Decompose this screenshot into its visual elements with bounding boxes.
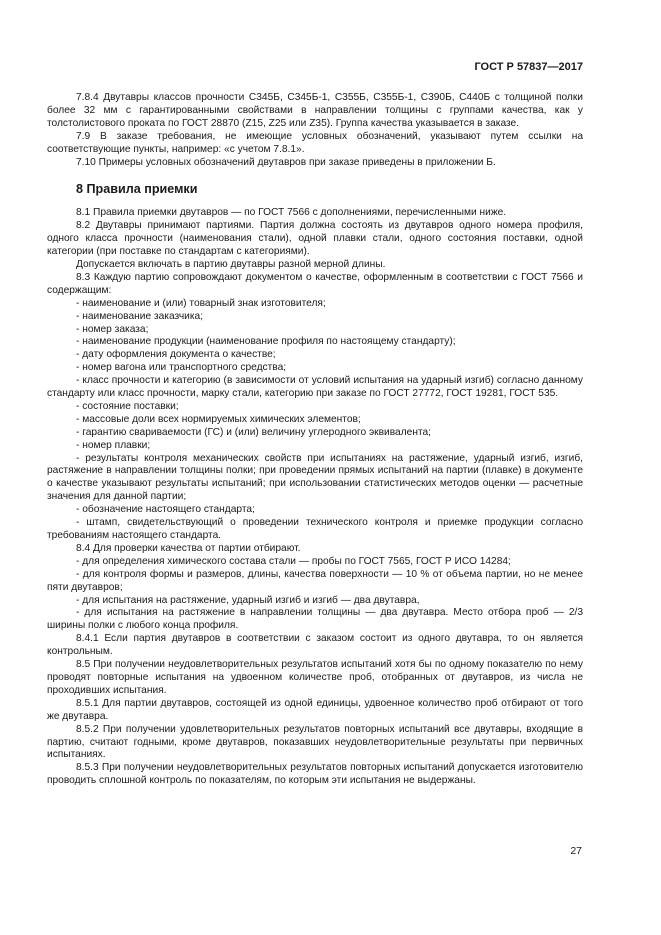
list-item: - состояние поставки; <box>76 400 179 412</box>
section-heading: 8 Правила приемки <box>76 182 198 197</box>
list-item: - номер вагона или транспортного средства; <box>76 362 287 374</box>
list-item: - номер заказа; <box>76 323 149 335</box>
paragraph: 8.5 При получении неудовлетворительных результатов испытаний хотя бы по одному показателю по нему проводят повторные испытания на удвоенном количестве проб, отобранных от двутавров, из числа не проходивших испытания. <box>47 659 583 696</box>
section-7-tail <box>47 92 583 169</box>
list-item: - гарантию свариваемости (ГС) и (или) величину углеродного эквивалента; <box>76 426 431 438</box>
paragraph: Допускается включать в партию двутавры разной мерной длины. <box>76 258 386 270</box>
list-item: - для испытания на растяжение, ударный изгиб и изгиб — два двутавра, <box>76 594 420 606</box>
list-item: - обозначение настоящего стандарта; <box>76 504 255 516</box>
list-item: - результаты контроля механических свойств при испытаниях на растяжение, ударный изгиб, изгиб, растяжение в направлении толщины полки; при проведении прямых испытаний на партии (плавке) в документе о качестве указывают результаты испытаний; при использовании статистических методов оценки — расчетные значения для данной партии; <box>47 452 583 503</box>
paragraph: 8.2 Двутавры принимают партиями. Партия должна состоять из двутавров одного номера профиля, одного класса прочности (наименования стали), одной плавки стали, одного состояния поставки, одной категории (при поставке по стандартам с категориями). <box>47 220 583 258</box>
list-item: - массовые доли всех нормируемых химических элементов; <box>76 413 361 425</box>
paragraph: 8.4 Для проверки качества от партии отбирают. <box>76 542 301 554</box>
paragraph: 7.9 В заказе требования, не имеющие условных обозначений, указывают путем ссылки на соответствующие пункты, например: «с учетом 7.8.1». <box>47 130 583 155</box>
list-item: - наименование заказчика; <box>76 310 204 322</box>
paragraph: 8.4.1 Если партия двутавров в соответствии с заказом состоит из одного двутавра, то он является контрольным. <box>47 633 583 658</box>
paragraph: 8.5.1 Для партии двутавров, состоящей из одной единицы, удвоенное количество проб отбирают от того же двутавра. <box>47 697 583 722</box>
page-number: 27 <box>570 845 582 857</box>
list-item: - для испытания на растяжение в направлении толщины — два двутавра. Место отбора проб — 2/3 ширины полки с любого конца профиля. <box>47 607 583 632</box>
list-item: - для определения химического состава стали — пробы по ГОСТ 7565, ГОСТ Р ИСО 14284; <box>76 555 511 567</box>
list-item: - класс прочности и категорию (в зависимости от условий испытания на ударный изгиб) согласно данному стандарту или класс прочности, марку стали, категорию при заказе по ГОСТ 27772, ГОСТ 19281, ГОСТ 535. <box>47 375 583 400</box>
paragraph: 8.3 Каждую партию сопровождают документом о качестве, оформленным в соответствии с ГОСТ 7566 и содержащим: <box>47 271 583 296</box>
list-item: - номер плавки; <box>76 439 151 451</box>
paragraph: 8.5.3 При получении неудовлетворительных результатов повторных испытаний допускается изготовителю проводить сплошной контроль по показателям, по которым эти испытания не выдержаны. <box>47 762 583 787</box>
list-item: - наименование и (или) товарный знак изготовителя; <box>76 297 326 309</box>
document-code-header: ГОСТ Р 57837—2017 <box>474 61 583 73</box>
list-item: - дату оформления документа о качестве; <box>76 349 276 361</box>
paragraph: 7.10 Примеры условных обозначений двутавров при заказе приведены в приложении Б. <box>76 156 496 168</box>
paragraph: 8.1 Правила приемки двутавров — по ГОСТ 7566 с дополнениями, перечисленными ниже. <box>76 207 507 219</box>
paragraph: 8.5.2 При получении удовлетворительных результатов повторных испытаний все двутавры, входящие в партию, считают годными, кроме двутавров, показавших неудовлетворительные результаты при первичных испытаниях. <box>47 723 583 761</box>
body-text <box>47 92 583 788</box>
list-item: - наименование продукции (наименование профиля по настоящему стандарту); <box>76 336 456 348</box>
paragraph: 7.8.4 Двутавры классов прочности С345Б, С345Б-1, С355Б, С355Б-1, С390Б, С440Б с толщиной полки более 32 мм с гарантированными свойствами в направлении толщины с группами качества, как у толстолистового проката по ГОСТ 28870 (Z15, Z25 или Z35). Группа качества указывается в заказе. <box>47 92 583 129</box>
list-item: - штамп, свидетельствующий о проведении технического контроля и приемке продукции согласно требованиям настоящего стандарта. <box>47 517 583 541</box>
section-8-body <box>47 207 583 788</box>
list-item: - для контроля формы и размеров, длины, качества поверхности — 10 % от объема партии, но не менее пяти двутавров; <box>47 568 583 593</box>
